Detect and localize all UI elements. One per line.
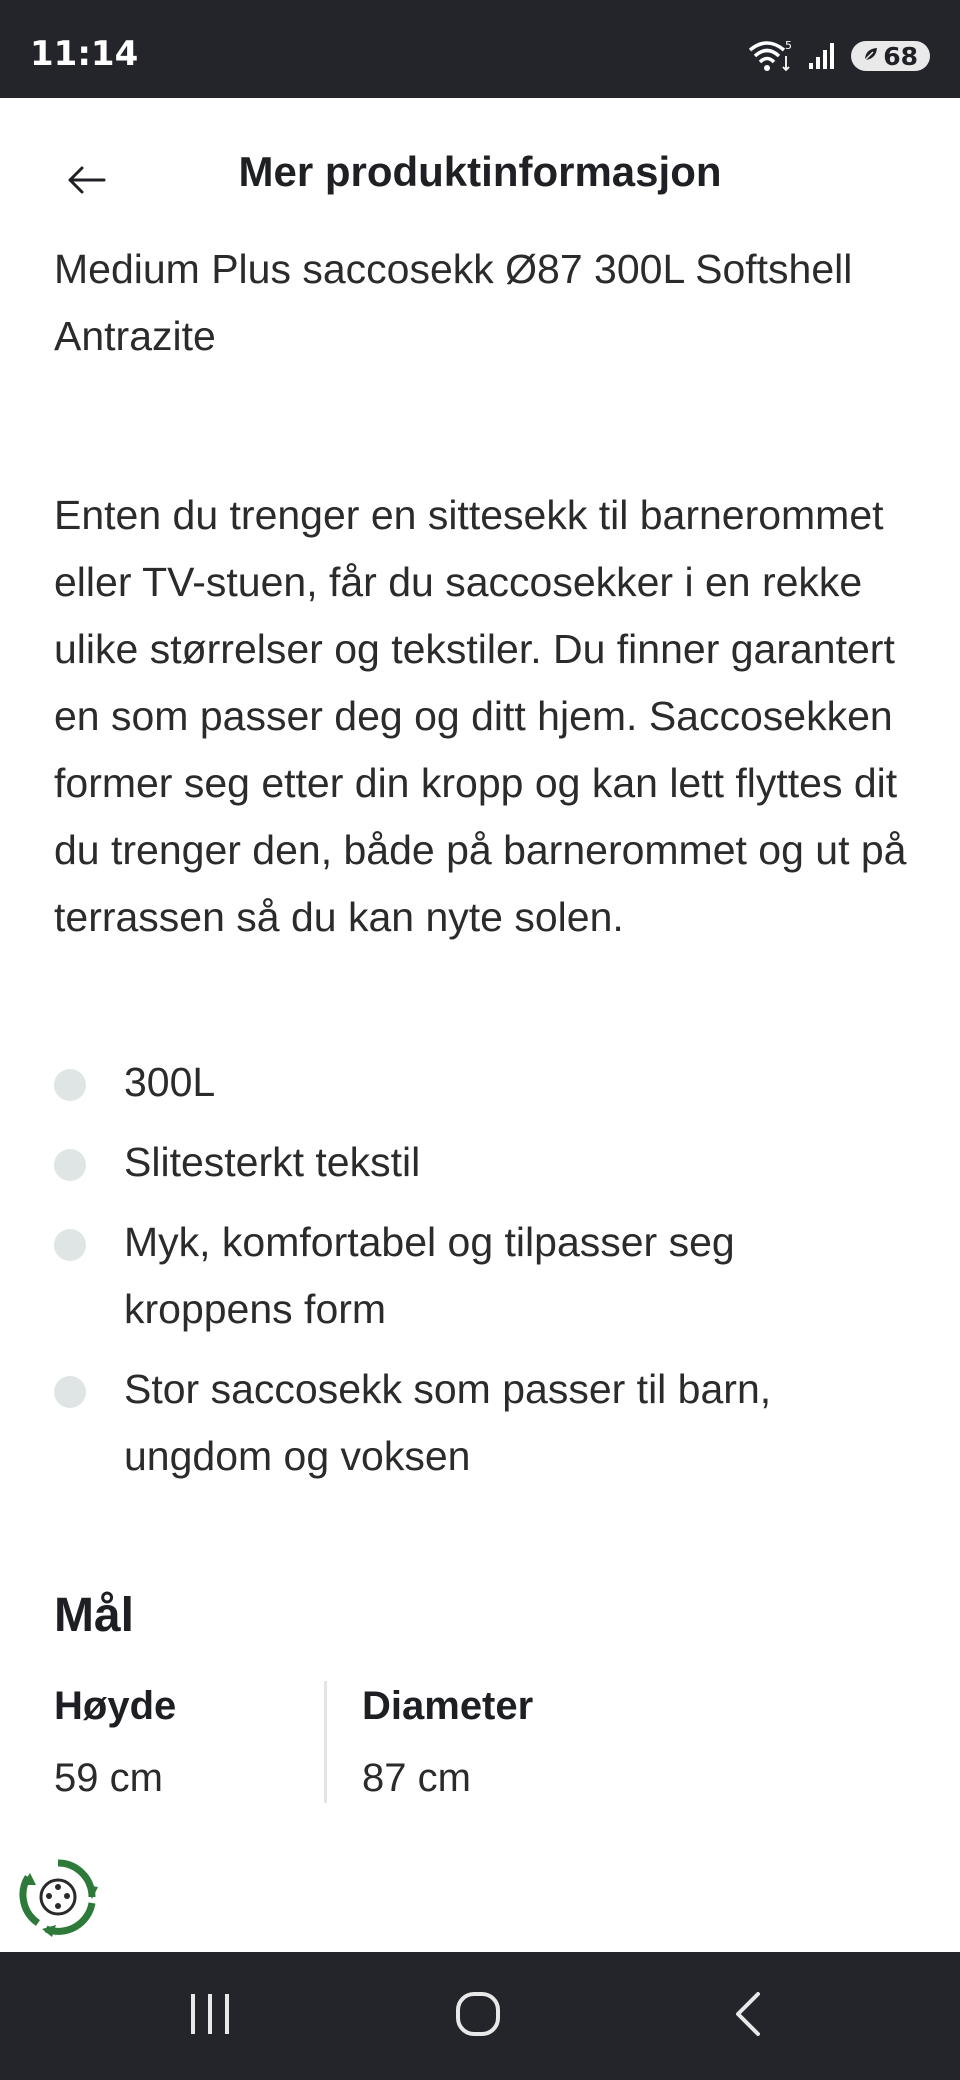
feature-list: [54, 1049, 914, 1490]
recents-icon: [187, 1992, 233, 2041]
status-icons: [747, 36, 930, 76]
dimension-value: 59 cm: [54, 1756, 163, 1800]
dimension-label: Diameter: [362, 1684, 534, 1728]
list-item: [54, 1049, 914, 1116]
page-title: Mer produktinformasjon: [238, 148, 722, 195]
product-description: Enten du trenger en sittesekk til barnerommet eller TV-stuen, får du saccosekker i en rekke ulike størrelser og tekstiler. Du finner garantert en som passer deg og ditt hjem. Saccosekken former seg etter din kropp og kan lett flyttes dit du trenger den, både på barnerommet og ut på terrassen så du kan nyte solen.: [54, 492, 907, 940]
status-bar: [0, 0, 960, 98]
nav-back-button[interactable]: [708, 1984, 788, 2048]
app-header: [0, 98, 960, 248]
bullet-dot: [54, 1229, 86, 1261]
bullet-dot: [54, 1069, 86, 1101]
battery-indicator: [851, 41, 930, 71]
power-saving-icon: [863, 46, 879, 66]
list-item: [54, 1209, 914, 1343]
wifi-icon: [747, 38, 793, 74]
dimension-height: [54, 1681, 324, 1803]
dimension-label: Høyde: [54, 1684, 177, 1728]
home-button[interactable]: [438, 1984, 518, 2048]
list-item: [54, 1129, 914, 1196]
status-time: 11:14: [30, 34, 139, 74]
system-nav-bar: [0, 1952, 960, 2080]
battery-level: 68: [883, 41, 918, 71]
chevron-left-icon: [732, 1990, 764, 2043]
dimensions-table: [54, 1681, 914, 1803]
dimension-value: 87 cm: [362, 1756, 471, 1800]
product-info-content: [54, 236, 914, 1803]
signal-icon: [807, 41, 837, 71]
recycle-icon: [16, 1926, 100, 1943]
feature-text: Slitesterkt tekstil: [124, 1139, 421, 1185]
wifi-badge: 5: [785, 39, 793, 52]
dimensions-heading: Mål: [54, 1589, 135, 1642]
bullet-dot: [54, 1149, 86, 1181]
list-item: [54, 1356, 914, 1490]
feature-text: Stor saccosekk som passer til barn, ungdom og voksen: [124, 1366, 772, 1479]
feature-text: 300L: [124, 1059, 216, 1105]
home-icon: [454, 1990, 502, 2043]
product-name: Medium Plus saccosekk Ø87 300L Softshell Antrazite: [54, 246, 853, 359]
recycle-button[interactable]: [16, 1855, 100, 1939]
recents-button[interactable]: [170, 1984, 250, 2048]
bullet-dot: [54, 1376, 86, 1408]
dimension-diameter: [324, 1681, 632, 1803]
feature-text: Myk, komfortabel og tilpasser seg kroppens form: [124, 1219, 735, 1332]
